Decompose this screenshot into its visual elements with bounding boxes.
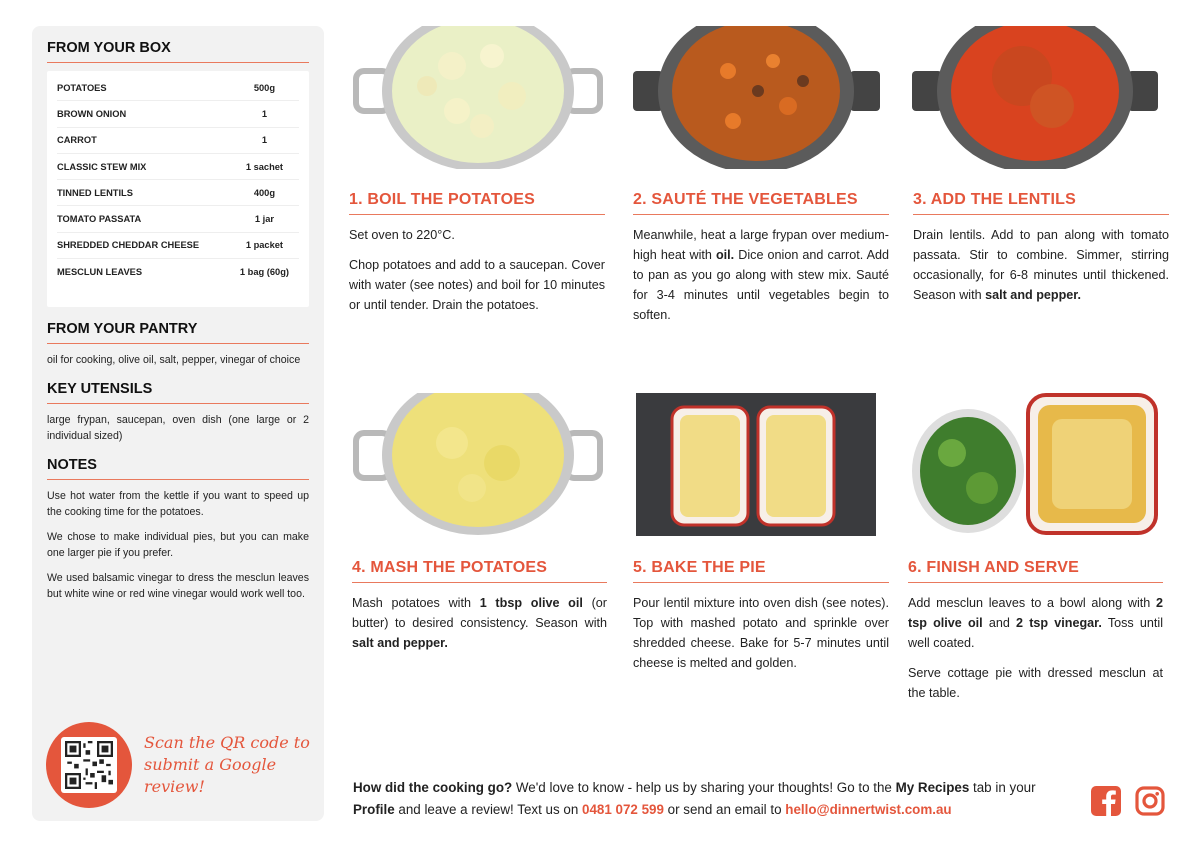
utensils-heading: KEY UTENSILS	[47, 381, 309, 404]
step-6-text: Serve cottage pie with dressed mesclun at the table.	[908, 666, 1163, 700]
text-bold: salt and pepper.	[352, 636, 448, 650]
ingredient-qty: 1	[261, 135, 268, 146]
ingredient-name: CARROT	[57, 135, 97, 146]
qr-badge	[46, 722, 132, 808]
step-3-title: 3. ADD THE LENTILS	[913, 191, 1169, 215]
finish-serve-image	[912, 393, 1159, 536]
ingredient-name: SHREDDED CHEDDAR CHEESE	[57, 240, 200, 251]
qr-review-block	[46, 722, 314, 808]
table-row	[57, 206, 299, 232]
profile-text: Profile	[353, 802, 395, 817]
ingredient-name: POTATOES	[57, 82, 107, 93]
text-bold: 2 tsp olive oil	[908, 596, 1163, 630]
table-row	[57, 128, 299, 154]
step-1-text: Set oven to 220°C.	[349, 228, 455, 242]
note-item: Use hot water from the kettle if you want to speed up the cooking time for the potatoes.	[47, 489, 309, 518]
from-your-box-heading: FROM YOUR BOX	[47, 40, 309, 63]
step-1-title: 1. BOIL THE POTATOES	[349, 191, 605, 215]
table-row	[57, 259, 299, 285]
text-run: Mash potatoes with	[352, 596, 480, 610]
step-5	[633, 559, 889, 673]
step-4-title: 4. MASH THE POTATOES	[352, 559, 607, 583]
ingredient-qty: 1	[261, 108, 268, 119]
text-run: or send an email to	[663, 802, 786, 817]
feedback-footer	[353, 777, 1073, 821]
text-bold: 1 tbsp olive oil	[479, 596, 583, 610]
ingredient-name: CLASSIC STEW MIX	[57, 161, 147, 172]
ingredient-name: BROWN ONION	[57, 108, 127, 119]
step-6-title: 6. FINISH AND SERVE	[908, 559, 1163, 583]
text-bold: salt and pepper.	[985, 288, 1081, 302]
saute-vegetables-image	[633, 26, 880, 169]
step-4	[352, 559, 607, 653]
note-item: We used balsamic vinegar to dress the mesclun leaves but white wine or red wine vinegar would work well too.	[47, 571, 309, 600]
qr-code[interactable]	[61, 737, 117, 793]
text-run: Meanwhile, heat a large frypan over medium-high heat with	[633, 228, 889, 262]
text-run: and	[982, 616, 1017, 630]
pantry-text: oil for cooking, olive oil, salt, pepper, vinegar of choice	[47, 354, 301, 366]
ingredients-table	[47, 71, 309, 307]
facebook-icon[interactable]	[1091, 786, 1121, 816]
text-run: Toss until well coated.	[908, 616, 1163, 650]
pantry-heading: FROM YOUR PANTRY	[47, 321, 309, 344]
text-run: (or butter) to desired consistency. Season with	[352, 596, 607, 630]
ingredients-sidebar	[32, 26, 324, 821]
text-run: Dice onion and carrot. Add to pan as you go along with stew mix. Sauté for 3-4 minutes until vegetables begin to soften.	[633, 248, 889, 322]
ingredient-qty: 500g	[253, 82, 276, 93]
text-run: We'd love to know - help us by sharing your thoughts! Go to the	[512, 780, 896, 795]
ingredient-qty: 400g	[253, 187, 276, 198]
boiling-potatoes-image	[352, 26, 604, 169]
mashed-potatoes-image	[352, 393, 604, 536]
bake-pie-image	[636, 393, 876, 536]
email-link[interactable]: hello@dinnertwist.com.au	[785, 802, 952, 817]
step-2-text	[633, 225, 889, 325]
table-row	[57, 101, 299, 127]
notes-heading: NOTES	[47, 457, 309, 480]
step-2	[633, 191, 889, 325]
text-bold: 2 tsp vinegar.	[1016, 616, 1102, 630]
table-row	[57, 180, 299, 206]
step-4-text	[352, 593, 607, 653]
step-6	[908, 559, 1163, 703]
utensils-text: large frypan, saucepan, oven dish (one large or 2 individual sized)	[47, 413, 309, 442]
ingredient-name: TOMATO PASSATA	[57, 214, 142, 225]
add-lentils-image	[912, 26, 1158, 169]
ingredient-qty: 1 jar	[254, 214, 274, 225]
step-1	[349, 191, 605, 315]
qr-caption: Scan the QR code to submit a Google review!	[144, 733, 310, 796]
table-row	[57, 75, 299, 101]
phone-link[interactable]: 0481 072 599	[582, 802, 664, 817]
text-run: and leave a review! Text us on	[394, 802, 583, 817]
step-6-text	[908, 593, 1163, 653]
ingredient-qty: 1 packet	[245, 240, 284, 251]
table-row	[57, 154, 299, 180]
step-3-text	[913, 225, 1169, 305]
text-bold: oil.	[715, 248, 735, 262]
step-2-title: 2. SAUTÉ THE VEGETABLES	[633, 191, 889, 215]
text-run: tab in your	[969, 780, 1036, 795]
text-run: Drain lentils. Add to pan along with tomato passata. Stir to combine. Simmer, stirring occasionally, for 6-8 minutes until thickened. Season with	[913, 228, 1169, 302]
ingredient-name: MESCLUN LEAVES	[57, 267, 143, 278]
step-1-text: Chop potatoes and add to a saucepan. Cover with water (see notes) and boil for 10 minutes or until tender. Drain the potatoes.	[349, 258, 605, 312]
step-5-text: Pour lentil mixture into oven dish (see notes). Top with mashed potato and sprinkle over shredded cheese. Bake for 5-7 minutes until cheese is melted and golden.	[633, 596, 889, 670]
ingredient-qty: 1 bag (60g)	[239, 267, 289, 278]
table-row	[57, 233, 299, 259]
note-item: We chose to make individual pies, but you can make one larger pie if you prefer.	[47, 530, 309, 559]
ingredient-qty: 1 sachet	[245, 161, 284, 172]
ingredient-name: TINNED LENTILS	[57, 187, 133, 198]
text-run: Add mesclun leaves to a bowl along with	[908, 596, 1156, 610]
step-3	[913, 191, 1169, 305]
footer-question: How did the cooking go?	[353, 780, 513, 795]
my-recipes-text: My Recipes	[895, 780, 970, 795]
instagram-icon[interactable]	[1135, 786, 1165, 816]
step-5-title: 5. BAKE THE PIE	[633, 559, 889, 583]
